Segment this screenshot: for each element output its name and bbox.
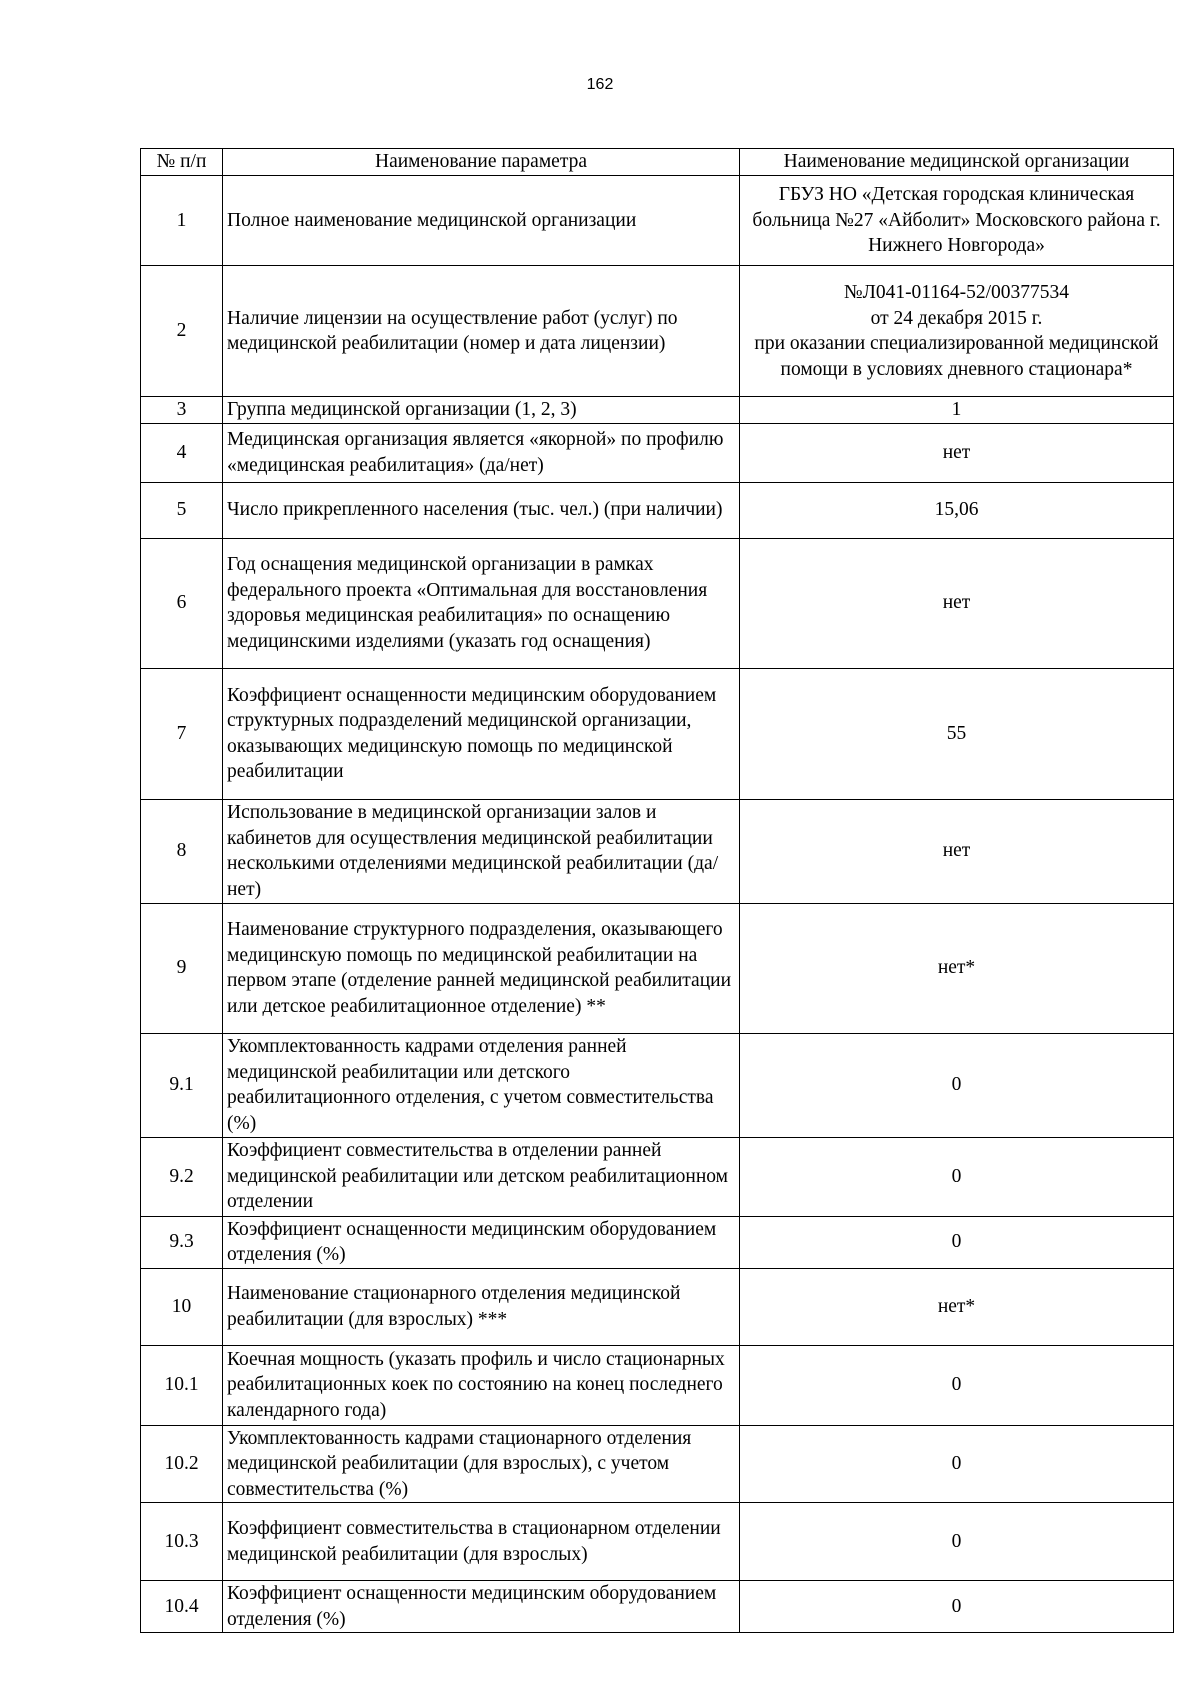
row-value: 0 bbox=[740, 1137, 1174, 1216]
table-row bbox=[141, 1216, 1174, 1268]
row-value: нет* bbox=[740, 903, 1174, 1033]
row-value: 0 bbox=[740, 1216, 1174, 1268]
row-number: 10.2 bbox=[141, 1425, 223, 1503]
row-number: 6 bbox=[141, 538, 223, 668]
header-parameter: Наименование параметра bbox=[223, 149, 740, 176]
row-value: 0 bbox=[740, 1503, 1174, 1581]
row-value: №Л041-01164-52/00377534 от 24 декабря 2015 г. при оказании специализированной медицинской помощи в условиях дневного стационара* bbox=[740, 266, 1174, 397]
header-number: № п/п bbox=[141, 149, 223, 176]
header-organization: Наименование медицинской организации bbox=[740, 149, 1174, 176]
row-value: 0 bbox=[740, 1033, 1174, 1137]
organization-parameters-table bbox=[140, 148, 1174, 1633]
row-parameter: Коэффициент совместительства в стационарном отделении медицинской реабилитации (для взрослых) bbox=[223, 1503, 740, 1581]
row-value: нет bbox=[740, 799, 1174, 903]
row-parameter: Коечная мощность (указать профиль и число стационарных реабилитационных коек по состоянию на конец последнего календарного года) bbox=[223, 1345, 740, 1425]
table-row bbox=[141, 1581, 1174, 1633]
table-row bbox=[141, 903, 1174, 1033]
row-number: 9.2 bbox=[141, 1137, 223, 1216]
row-number: 9 bbox=[141, 903, 223, 1033]
row-number: 2 bbox=[141, 266, 223, 397]
row-number: 7 bbox=[141, 668, 223, 799]
table-row bbox=[141, 1268, 1174, 1345]
row-parameter: Укомплектованность кадрами отделения ранней медицинской реабилитации или детского реабилитационного отделения, с учетом совместительства (%) bbox=[223, 1033, 740, 1137]
table-row bbox=[141, 482, 1174, 538]
row-parameter: Укомплектованность кадрами стационарного отделения медицинской реабилитации (для взрослых), с учетом совместительства (%) bbox=[223, 1425, 740, 1503]
table-row bbox=[141, 176, 1174, 266]
table-row bbox=[141, 538, 1174, 668]
row-number: 3 bbox=[141, 397, 223, 424]
page-number: 162 bbox=[586, 76, 614, 93]
row-number: 9.1 bbox=[141, 1033, 223, 1137]
table-header-row bbox=[141, 149, 1174, 176]
row-number: 10.1 bbox=[141, 1345, 223, 1425]
row-parameter: Медицинская организация является «якорной» по профилю «медицинская реабилитация» (да/нет) bbox=[223, 423, 740, 482]
table-row bbox=[141, 1345, 1174, 1425]
table-row bbox=[141, 668, 1174, 799]
row-parameter: Коэффициент оснащенности медицинским оборудованием отделения (%) bbox=[223, 1581, 740, 1633]
row-value: 15,06 bbox=[740, 482, 1174, 538]
row-number: 8 bbox=[141, 799, 223, 903]
row-parameter: Год оснащения медицинской организации в рамках федерального проекта «Оптимальная для восстановления здоровья медицинская реабилитация» по оснащению медицинскими изделиями (указать год оснащения) bbox=[223, 538, 740, 668]
row-number: 10.4 bbox=[141, 1581, 223, 1633]
row-value: нет bbox=[740, 538, 1174, 668]
row-value: 0 bbox=[740, 1345, 1174, 1425]
row-number: 9.3 bbox=[141, 1216, 223, 1268]
row-value: 0 bbox=[740, 1425, 1174, 1503]
row-parameter: Наличие лицензии на осуществление работ (услуг) по медицинской реабилитации (номер и дата лицензии) bbox=[223, 266, 740, 397]
row-parameter: Использование в медицинской организации залов и кабинетов для осуществления медицинской реабилитации несколькими отделениями медицинской реабилитации (да/нет) bbox=[223, 799, 740, 903]
row-parameter: Группа медицинской организации (1, 2, 3) bbox=[223, 397, 740, 424]
row-value: нет* bbox=[740, 1268, 1174, 1345]
row-parameter: Наименование структурного подразделения, оказывающего медицинскую помощь по медицинской реабилитации на первом этапе (отделение ранней медицинской реабилитации или детское реабилитационное отделение) ** bbox=[223, 903, 740, 1033]
row-number: 1 bbox=[141, 176, 223, 266]
row-number: 10 bbox=[141, 1268, 223, 1345]
row-number: 4 bbox=[141, 423, 223, 482]
row-value: ГБУЗ НО «Детская городская клиническая больница №27 «Айболит» Московского района г. Нижнего Новгорода» bbox=[740, 176, 1174, 266]
table-row bbox=[141, 397, 1174, 424]
table-row bbox=[141, 1503, 1174, 1581]
table-row bbox=[141, 1033, 1174, 1137]
row-value: 0 bbox=[740, 1581, 1174, 1633]
row-value: 55 bbox=[740, 668, 1174, 799]
table-row bbox=[141, 1425, 1174, 1503]
row-parameter: Коэффициент совместительства в отделении ранней медицинской реабилитации или детском реабилитационном отделении bbox=[223, 1137, 740, 1216]
row-value: 1 bbox=[740, 397, 1174, 424]
table-row bbox=[141, 1137, 1174, 1216]
row-parameter: Число прикрепленного населения (тыс. чел.) (при наличии) bbox=[223, 482, 740, 538]
table-row bbox=[141, 266, 1174, 397]
row-parameter: Полное наименование медицинской организации bbox=[223, 176, 740, 266]
row-parameter: Коэффициент оснащенности медицинским оборудованием отделения (%) bbox=[223, 1216, 740, 1268]
row-parameter: Коэффициент оснащенности медицинским оборудованием структурных подразделений медицинской организации, оказывающих медицинскую помощь по медицинской реабилитации bbox=[223, 668, 740, 799]
row-number: 5 bbox=[141, 482, 223, 538]
table-row bbox=[141, 799, 1174, 903]
table-row bbox=[141, 423, 1174, 482]
row-number: 10.3 bbox=[141, 1503, 223, 1581]
row-value: нет bbox=[740, 423, 1174, 482]
row-parameter: Наименование стационарного отделения медицинской реабилитации (для взрослых) *** bbox=[223, 1268, 740, 1345]
